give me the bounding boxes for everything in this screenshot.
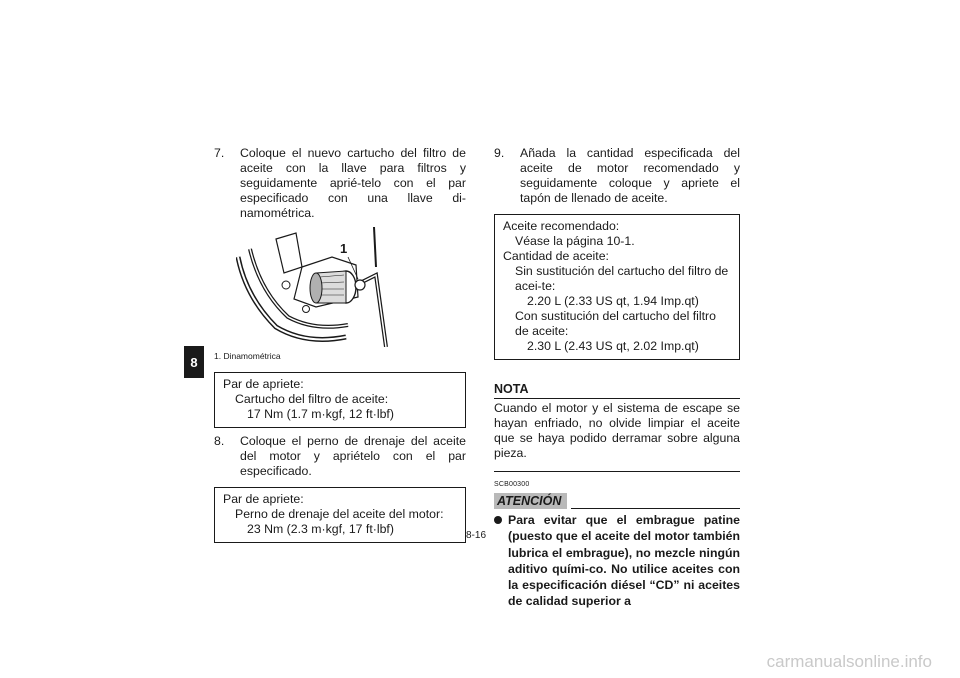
oil-quantity-without-filter: Sin sustitución del cartucho del filtro de acei-te: [515,264,729,293]
torque-spec-box-filter [214,372,466,428]
step-7-number: 7. [214,146,225,160]
nota-text: Cuando el motor y el sistema de escape se hayan enfriado, no olvide limpiar el aceite que se haya podido derramar sobre alguna pieza. [494,401,740,460]
page-number: 8-16 [466,530,487,541]
step-8 [214,434,466,479]
atencion-rule [571,508,740,509]
chapter-tab: 8 [184,346,204,378]
bullet-icon [494,516,502,524]
engine-illustration [236,227,396,347]
step-7 [214,146,466,221]
step-9-number: 9. [494,146,505,160]
notice-code: SCB00300 [494,481,530,488]
step-9-text: Añada la cantidad especificada del aceite de motor recomendado y seguidamente coloque y apriete el tapón de llenado de aceite. [520,146,740,205]
spec-item: Cartucho del filtro de aceite: [235,392,389,406]
torque-wrench-figure [236,227,396,347]
spec-title: Par de apriete: [223,492,304,506]
spec-title: Par de apriete: [223,377,304,391]
spec-item: Perno de drenaje del aceite del motor: [235,507,444,521]
right-column [494,146,740,610]
nota-heading: NOTA [494,382,740,399]
oil-recommended-label: Aceite recomendado: [503,219,620,233]
spec-value: 17 Nm (1.7 m·kgf, 12 ft·lbf) [247,407,394,421]
oil-quantity-with-filter-value: 2.30 L (2.43 US qt, 2.02 Imp.qt) [527,339,699,353]
oil-quantity-with-filter: Con sustitución del cartucho del filtro de aceite: [515,309,716,338]
atencion-bullet [494,512,740,610]
step-9 [494,146,740,206]
oil-quantity-without-filter-value: 2.20 L (2.33 US qt, 1.94 Imp.qt) [527,294,699,308]
figure-caption: 1. Dinamométrica [214,351,281,361]
step-8-number: 8. [214,434,225,448]
step-8-text: Coloque el perno de drenaje del aceite del motor y apriételo con el par especificado. [240,434,466,478]
atencion-bullet-text: Para evitar que el embrague patine (puesto que el aceite del motor también lubrica el embrague), no mezcle ningún aditivo quími-co. No utilice aceites con la especificación diésel “CD” ni aceites de calidad superior a [508,513,740,609]
atencion-label: ATENCIÓN [494,493,567,509]
watermark: carmanualsonline.info [766,652,932,671]
oil-spec-box [494,214,740,360]
spec-value: 23 Nm (2.3 m·kgf, 17 ft·lbf) [247,522,394,536]
step-7-text: Coloque el nuevo cartucho del filtro de aceite con la llave para filtros y seguidamente aprié-telo con el par especificado con una llave di-namométrica. [240,146,466,220]
section-divider [494,471,740,472]
oil-quantity-label: Cantidad de aceite: [503,249,609,263]
figure-callout-number: 1 [340,241,348,256]
oil-recommended-ref: Véase la página 10-1. [515,234,635,248]
atencion-heading [494,493,740,509]
torque-spec-box-drain-bolt [214,487,466,543]
left-column [214,146,466,543]
